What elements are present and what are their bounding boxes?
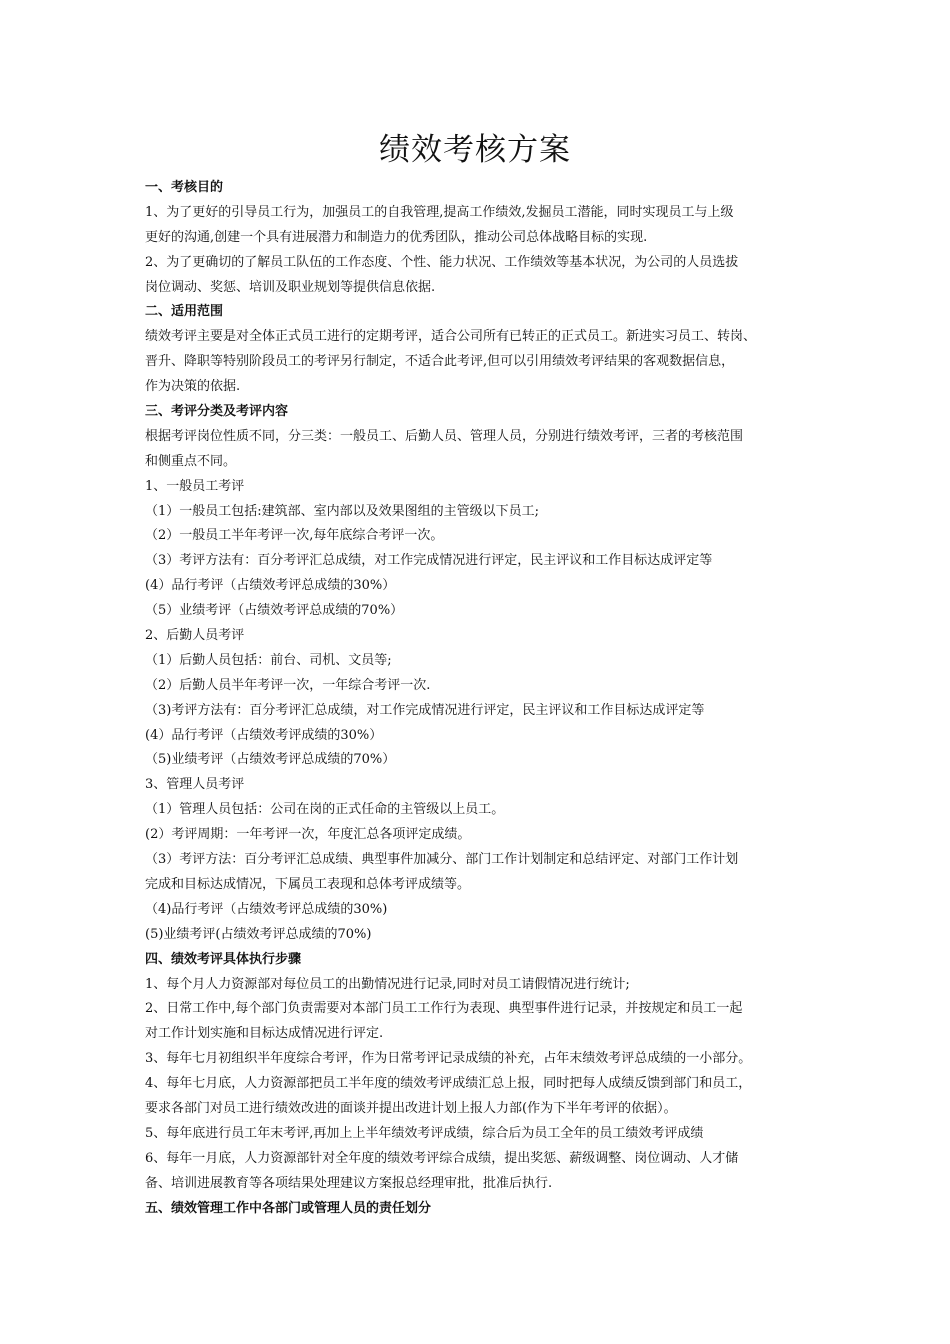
paragraph-line: （1）管理人员包括：公司在岗的正式任命的主管级以上员工。 xyxy=(145,802,505,818)
paragraph-line: 2、后勤人员考评 xyxy=(145,628,245,644)
paragraph-line: （1）一般员工包括:建筑部、室内部以及效果图组的主管级以下员工; xyxy=(145,503,540,519)
paragraph-line: (2）考评周期：一年考评一次，年度汇总各项评定成绩。 xyxy=(145,827,471,843)
paragraph-line: 和侧重点不同。 xyxy=(145,453,237,469)
paragraph-line: 完成和目标达成情况，下属员工表现和总体考评成绩等。 xyxy=(145,876,471,892)
paragraph-line: 2、日常工作中,每个部门负责需要对本部门员工工作行为表现、典型事件进行记录，并按规定和员工一起 xyxy=(145,1001,743,1017)
section-heading: 五、绩效管理工作中各部门或管理人员的责任划分 xyxy=(145,1200,432,1216)
paragraph-line: （4)品行考评（占绩效考评总成绩的30%) xyxy=(145,901,388,917)
paragraph-line: （3）考评方法：百分考评汇总成绩、典型事件加减分、部门工作计划制定和总结评定、对部门工作计划 xyxy=(145,852,739,868)
paragraph-line: 2、为了更确切的了解员工队伍的工作态度、个性、能力状况、工作绩效等基本状况，为公司的人员选拔 xyxy=(145,254,739,270)
paragraph-line: （2）一般员工半年考评一次,每年底综合考评一次。 xyxy=(145,528,444,544)
paragraph-line: （3)考评方法有：百分考评汇总成绩，对工作完成情况进行评定，民主评议和工作目标达成评定等 xyxy=(145,702,705,718)
paragraph-line: （1）后勤人员包括：前台、司机、文员等; xyxy=(145,652,392,668)
paragraph-line: （5）业绩考评（占绩效考评总成绩的70%） xyxy=(145,603,404,619)
paragraph-line: 绩效考评主要是对全体正式员工进行的定期考评，适合公司所有已转正的正式员工。新进实习员工、转岗、 xyxy=(145,329,757,345)
paragraph-line: 5、每年底进行员工年末考评,再加上上半年绩效考评成绩，综合后为员工全年的员工绩效考评成绩 xyxy=(145,1125,704,1141)
paragraph-line: 岗位调动、奖惩、培训及职业规划等提供信息依据. xyxy=(145,279,436,295)
paragraph-line: 作为决策的依据. xyxy=(145,379,241,395)
document-title: 绩效考核方案 xyxy=(379,132,571,168)
paragraph-line: 要求各部门对员工进行绩效改进的面谈并提出改进计划上报人力部(作为下半年考评的依据）。 xyxy=(145,1100,677,1116)
paragraph-line: （5)业绩考评（占绩效考评总成绩的70%） xyxy=(145,752,396,768)
paragraph-line: (4）品行考评（占绩效考评成绩的30%） xyxy=(145,727,383,743)
paragraph-line: 更好的沟通,创建一个具有进展潜力和制造力的优秀团队，推动公司总体战略目标的实现. xyxy=(145,229,648,245)
section-heading: 一、考核目的 xyxy=(145,180,224,195)
document-body xyxy=(145,176,820,1221)
paragraph-line: 1、为了更好的引导员工行为，加强员工的自我管理,提高工作绩效,发掘员工潜能，同时实现员工与上级 xyxy=(145,204,734,220)
paragraph-line: 4、每年七月底，人力资源部把员工半年度的绩效考评成绩汇总上报，同时把每人成绩反馈到部门和员工， xyxy=(145,1076,752,1092)
paragraph-line: (4）品行考评（占绩效考评总成绩的30%） xyxy=(145,578,396,594)
paragraph-line: 晋升、降职等特别阶段员工的考评另行制定，不适合此考评,但可以引用绩效考评结果的客观数据信息， xyxy=(145,354,735,370)
paragraph-line: 3、每年七月初组织半年度综合考评，作为日常考评记录成绩的补充，占年末绩效考评总成绩的一小部分。 xyxy=(145,1051,752,1067)
section-heading: 四、绩效考评具体执行步骤 xyxy=(145,951,302,967)
paragraph-line: 3、管理人员考评 xyxy=(145,777,245,793)
paragraph-line: 1、每个月人力资源部对每位员工的出勤情况进行记录,同时对员工请假情况进行统计; xyxy=(145,976,630,992)
paragraph-line: 1、一般员工考评 xyxy=(145,478,245,494)
paragraph-line: （2）后勤人员半年考评一次，一年综合考评一次. xyxy=(145,677,431,693)
paragraph-line: 备、培训进展教育等各项结果处理建议方案报总经理审批，批准后执行. xyxy=(145,1175,553,1191)
section-heading: 三、考评分类及考评内容 xyxy=(145,404,289,420)
paragraph-line: （3）考评方法有：百分考评汇总成绩，对工作完成情况进行评定，民主评议和工作目标达成评定等 xyxy=(145,553,713,569)
paragraph-line: 6、每年一月底，人力资源部针对全年度的绩效考评综合成绩，提出奖惩、薪级调整、岗位调动、人才储 xyxy=(145,1150,739,1166)
paragraph-line: 对工作计划实施和目标达成情况进行评定. xyxy=(145,1026,384,1042)
paragraph-line: (5)业绩考评(占绩效考评总成绩的70%) xyxy=(145,926,372,942)
paragraph-line: 根据考评岗位性质不同，分三类：一般员工、后勤人员、管理人员，分别进行绩效考评，三者的考核范围 xyxy=(145,428,744,444)
section-heading: 二、适用范围 xyxy=(145,304,224,320)
